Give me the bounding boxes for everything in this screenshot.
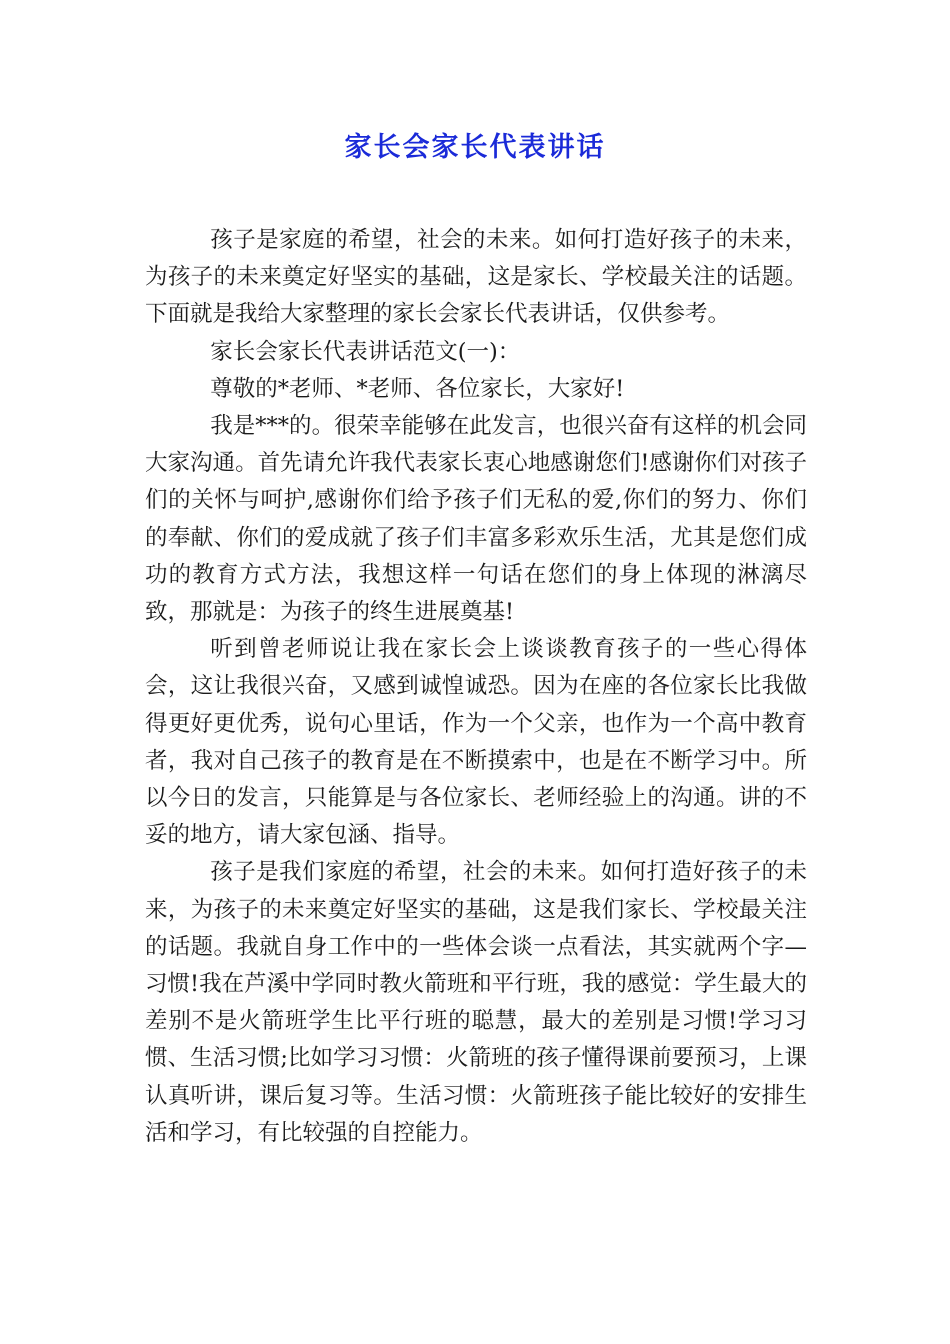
document-title: 家长会家长代表讲话 [344, 132, 606, 163]
greeting-paragraph: 尊敬的*老师、*老师、各位家长，大家好! [210, 375, 625, 402]
section-heading: 家长会家长代表讲话范文(一)： [210, 338, 521, 365]
body-paragraph: 听到曾老师说让我在家长会上谈谈教育孩子的一些心得体会，这让我很兴奋，又感到诚惶诚恐。因为在座的各位家长比我做得更好更优秀，说句心里话，作为一个父亲，也作为一个高中教育者，我对自己孩子的教育是在不断摸索中，也是在不断学习中。所以今日的发言，只能算是与各位家长、老师经验上的沟通。讲的不妥的地方，请大家包涵、指导。 [145, 636, 807, 849]
intro-paragraph: 孩子是家庭的希望，社会的未来。如何打造好孩子的未来，为孩子的未来奠定好坚实的基础，这是家长、学校最关注的话题。下面就是我给大家整理的家长会家长代表讲话，仅供参考。 [145, 227, 807, 328]
body-paragraph: 孩子是我们家庭的希望，社会的未来。如何打造好孩子的未来，为孩子的未来奠定好坚实的基础，这是我们家长、学校最关注的话题。我就自身工作中的一些体会谈一点看法，其实就两个字—习惯!我在芦溪中学同时教火箭班和平行班，我的感觉：学生最大的差别不是火箭班学生比平行班的聪慧，最大的差别是习惯!学习习惯、生活习惯;比如学习习惯：火箭班的孩子懂得课前要预习，上课认真听讲，课后复习等。生活习惯：火箭班孩子能比较好的安排生活和学习，有比较强的自控能力。 [145, 859, 807, 1146]
document-body [145, 222, 807, 1152]
body-paragraph: 我是***的。很荣幸能够在此发言，也很兴奋有这样的机会同大家沟通。首先请允许我代表家长衷心地感谢您们!感谢你们对孩子们的关怀与呵护,感谢你们给予孩子们无私的爱,你们的努力、你们的奉献、你们的爱成就了孩子们丰富多彩欢乐生活，尤其是您们成功的教育方式方法，我想这样一句话在您们的身上体现的淋漓尽致，那就是：为孩子的终生进展奠基! [145, 413, 807, 626]
